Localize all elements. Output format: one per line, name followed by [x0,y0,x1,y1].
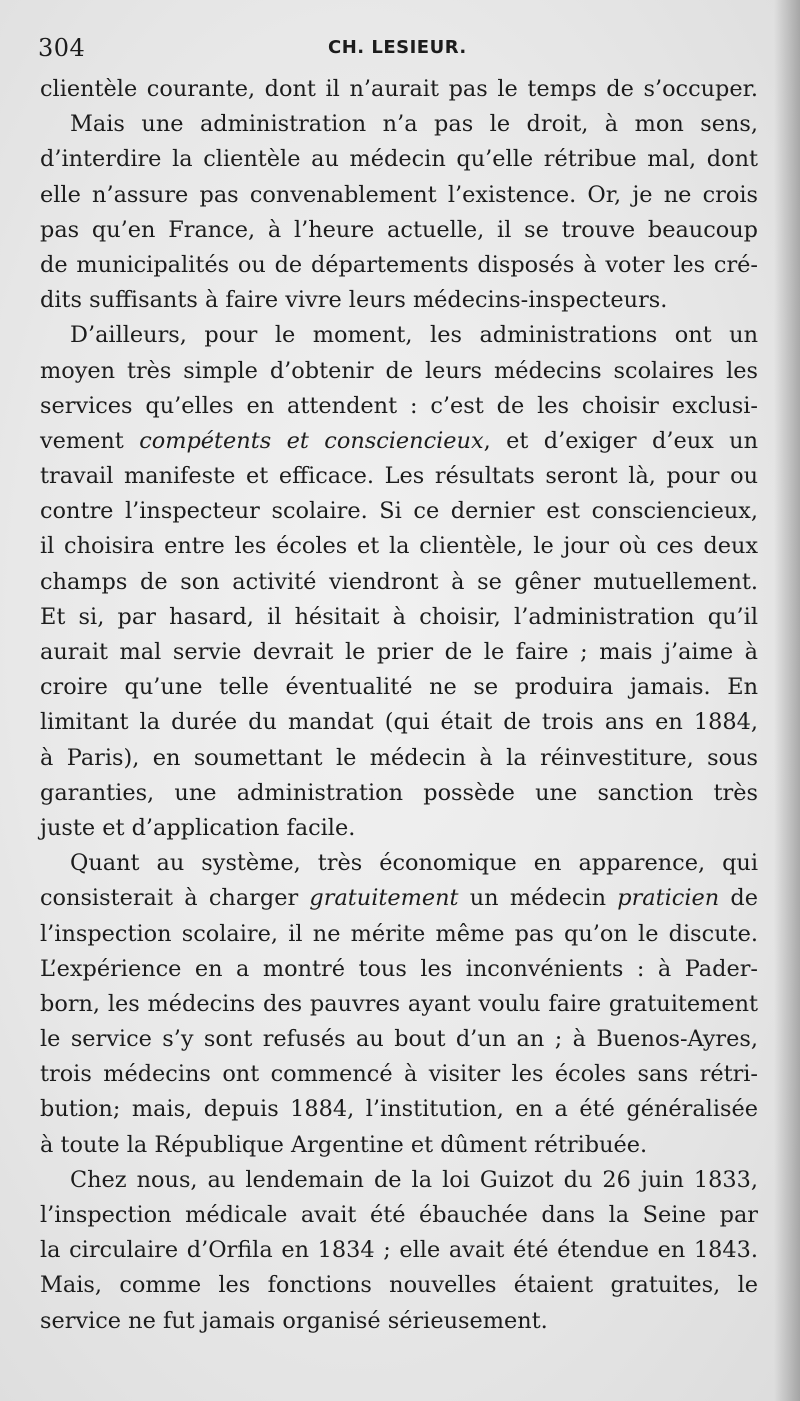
italic-text: compétents et consciencieux [139,427,484,454]
text-line: service ne fut jamais organisé sérieusement. [40,1307,548,1334]
text-line: Quant au système, très économique en apparence, qui [70,850,758,877]
text-line: born, les médecins des pauvres ayant voulu faire gratuitement [40,990,758,1017]
page-header [38,34,768,68]
italic-text: praticien [617,885,720,912]
text-line: L’expérience en a montré tous les inconvénients : à Pader- [40,955,758,982]
text-line: juste et d’application facile. [40,814,356,841]
running-head: CH. LESIEUR. [328,37,467,58]
text-run: consisterait à charger [40,885,310,912]
page-edge-shadow [774,0,800,1401]
text-line: Et si, par hasard, il hésitait à choisir, l’administration qu’il [40,603,758,630]
text-line: Mais une administration n’a pas le droit, à mon sens, [70,111,758,138]
text-line: elle n’assure pas convenablement l’existence. Or, je ne crois [40,181,758,208]
text-line: clientèle courante, dont il n’aurait pas le temps de s’occuper. [40,76,758,102]
text-line: Chez nous, au lendemain de la loi Guizot du 26 juin 1833, [70,1166,758,1193]
text-line: moyen très simple d’obtenir de leurs médecins scolaires les [40,357,758,384]
text-line: garanties, une administration possède une sanction très [40,779,758,806]
text-line: services qu’elles en attendent : c’est de les choisir exclusi- [40,392,758,419]
text-line: dits suffisants à faire vivre leurs médecins-inspecteurs. [40,287,668,314]
text-line: travail manifeste et efficace. Les résultats seront là, pour ou [40,463,758,490]
text-line: Mais, comme les fonctions nouvelles étaient gratuites, le [40,1272,758,1299]
text-line: l’inspection médicale avait été ébauchée dans la Seine par [40,1202,758,1228]
text-line: d’interdire la clientèle au médecin qu’elle rétribue mal, dont [40,146,758,173]
text-line: contre l’inspecteur scolaire. Si ce dernier est consciencieux, [40,498,758,525]
text-line-emphasis [40,881,758,916]
text-line: de municipalités ou de départements disposés à voter les cré- [40,251,758,278]
text-run: de [719,885,759,912]
text-line: aurait mal servie devrait le prier de le faire ; mais j’aime à [40,639,758,665]
text-run: , et d’exiger d’eux un [483,427,759,454]
italic-text: gratuitement [309,885,459,912]
text-line: la circulaire d’Orfila en 1834 ; elle avait été étendue en 1843. [40,1237,758,1264]
text-line: à Paris), en soumettant le médecin à la réinvestiture, sous [40,744,758,771]
text-line: pas qu’en France, à l’heure actuelle, il se trouve beaucoup [40,216,758,243]
text-line: l’inspection scolaire, il ne mérite même pas qu’on le discute. [40,920,758,947]
text-run: vement [40,427,140,454]
text-line: à toute la République Argentine et dûment rétribuée. [40,1131,648,1158]
text-line: trois médecins ont commencé à visiter les écoles sans rétri- [40,1061,758,1088]
text-line: champs de son activité viendront à se gêner mutuellement. [40,568,758,595]
text-line: limitant la durée du mandat (qui était de trois ans en 1884, [40,709,758,736]
body-text [40,72,758,1339]
text-line: croire qu’une telle éventualité ne se produira jamais. En [40,674,758,701]
text-line-emphasis [40,424,758,459]
text-line: il choisira entre les écoles et la clientèle, le jour où ces deux [40,533,758,560]
text-run: un médecin [458,885,618,912]
text-line: bution; mais, depuis 1884, l’institution, en a été généralisée [40,1096,758,1123]
page-number: 304 [38,34,86,62]
text-line: D’ailleurs, pour le moment, les administrations ont un [70,322,758,349]
text-line: le service s’y sont refusés au bout d’un an ; à Buenos-Ayres, [40,1026,758,1053]
